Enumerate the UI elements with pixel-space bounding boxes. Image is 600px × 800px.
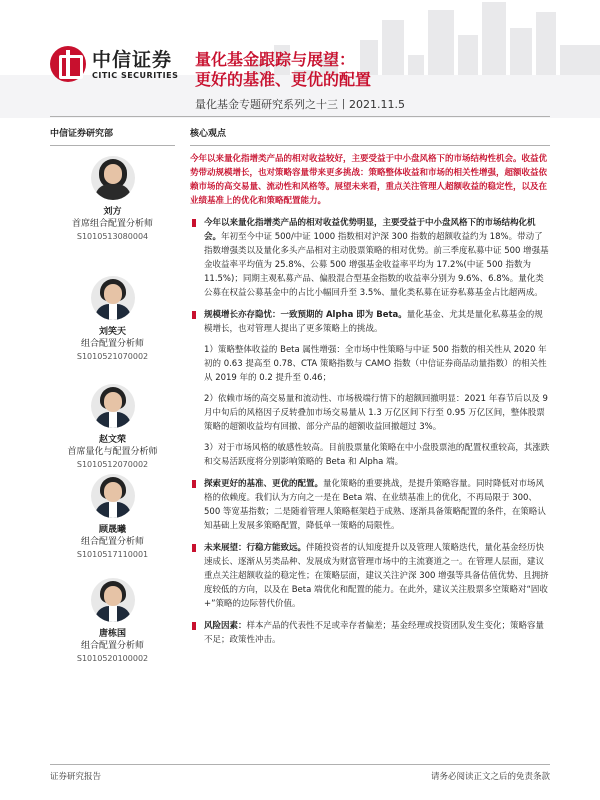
analyst-title: 组合配置分析师 [80, 537, 144, 547]
core-views-heading: 核心观点 [190, 126, 550, 146]
analyst-license-id: S1010517110001 [76, 550, 149, 559]
core-views-column [190, 126, 550, 647]
analyst-title: 首席量化与配置分析师 [67, 447, 158, 457]
analyst-license-id: S1010521070002 [76, 352, 149, 361]
sub-point: 3）对于市场风格的敏感性较高。目前股票量化策略在中小盘股票池的配置权重较高，其涨跌和交易活跃度将分别影响策略的 Beta 和 Alpha 端。 [204, 443, 550, 467]
key-point-lead: 风险因素： [204, 621, 247, 631]
report-title [195, 50, 371, 90]
key-point-text: 量化基金、尤其是量化私募基金的规模增长，也对管理人提出了更多策略上的挑战。 [204, 310, 543, 334]
analyst-name: 唐栋国 [98, 629, 126, 639]
brand-name-en: CITIC SECURITIES [92, 70, 179, 80]
analyst-photo [91, 384, 135, 428]
analyst-name: 顾晟曦 [98, 525, 126, 535]
footer-divider [50, 764, 550, 765]
brand-name-cn: 中信证券 [92, 48, 173, 71]
citic-logo [50, 46, 178, 82]
key-point-text: 年初至今中证 500/中证 1000 指数相对沪深 300 指数的超额收益约为 18%。带动了指数增强类以及量化多头产品相对主动股票策略的相对优势。前三季度私募中证 500 增强基金收益率平均值为 25.8%、公募 500 增强基金收益率平均为 17.2%(中证 500 指数为 11.5%)；同期主观私募产品、偏股混合型基金指数的收益率分别为 9.6%、6.8%。量化类公募在权益公募基金中的占比小幅回升至 3.5%、量化类私募在证券私募基金占比超两成。 [204, 232, 549, 298]
analyst-card [50, 156, 175, 241]
key-point-lead: 规模增长亦存隐忧：一致预期的 Alpha 即为 Beta。 [204, 310, 407, 320]
bullet-marker [192, 311, 196, 319]
sub-point: 2）依赖市场的高交易量和流动性、市场极端行情下的超额回撤明显：2021 年春节后以及 9 月中旬后的风格因子反转叠加市场交易量从 1.3 万亿区间下行至 0.95 万亿区间，整体股票策略的超额收益均有回撤、部分产品的超额收益回撤超过 3%。 [204, 394, 548, 432]
report-subtitle: 量化基金专题研究系列之十三丨2021.11.5 [195, 98, 405, 111]
analyst-license-id: S1010513080004 [76, 232, 149, 241]
analyst-card [50, 474, 175, 559]
key-point [190, 308, 550, 336]
analyst-title: 组合配置分析师 [80, 641, 144, 651]
bullet-marker [192, 480, 196, 488]
report-header [0, 0, 600, 118]
analyst-card [50, 384, 175, 469]
analyst-name: 赵文荣 [98, 435, 126, 445]
analyst-title: 首席组合配置分析师 [71, 219, 153, 229]
key-point-text: 伴随投资者的认知度提升以及管理人策略迭代，量化基金经历快速成长、逐渐从另类品种、发展成为财富管理市场中的主流赛道之一。在管理人层面，建议重点关注超额收益的稳定性；在策略层面，建议关注沪深 300 增强等具备估值优势、且拥挤度较低的方向，以及在 Beta 端优化和配置的能力。在此外，建议关注股票多空策略对“固收+”策略的边际替代价值。 [204, 543, 549, 609]
analyst-name: 刘方 [103, 207, 122, 217]
footer-disclaimer-note: 请务必阅读正文之后的免责条款 [430, 772, 550, 782]
title-line-2: 更好的基准、更优的配置 [195, 70, 372, 89]
key-point-lead: 未来展望：行稳方能致远。 [204, 543, 307, 553]
analyst-card [50, 276, 175, 361]
bullet-marker [192, 544, 196, 552]
key-point [190, 477, 550, 533]
sub-point: 1）策略整体收益的 Beta 属性增强：全市场中性策略与中证 500 指数的相关性从 2020 年初的 0.63 提高至 0.78、CTA 策略指数与 CAMO 指数（中信证券商品动量指数）的相关性从 2019 年的 0.2 提升至 0.46； [204, 345, 547, 383]
key-point [190, 541, 550, 611]
header-divider [50, 116, 550, 117]
key-point [190, 619, 550, 647]
key-point-text: 样本产品的代表性不足或幸存者偏差；基金经理或投资团队发生变化；策略容量不足；政策性冲击。 [204, 621, 545, 645]
core-summary: 今年以来量化指增类产品的相对收益较好，主要受益于中小盘风格下的市场结构性机会。收益优势带动规模增长，也对策略容量带来更多挑战：策略整体收益和市场的相关性增强，超额收益依赖市场的高交易量、流动性和风格等。展望未来看，重点关注管理人超额收益的稳定性，以及在业绩基准上的优化和策略配置能力。 [190, 154, 548, 206]
research-dept-heading: 中信证券研究部 [50, 126, 175, 146]
bullet-marker [192, 622, 196, 630]
analyst-license-id: S1010512070002 [76, 460, 149, 469]
title-line-1: 量化基金跟踪与展望： [195, 50, 356, 69]
analyst-photo [91, 578, 135, 622]
analyst-photo [91, 276, 135, 320]
footer-report-type: 证券研究报告 [50, 772, 102, 782]
analyst-card [50, 578, 175, 663]
analyst-license-id: S1010520100002 [76, 654, 149, 663]
analyst-photo [91, 474, 135, 518]
analyst-name: 刘笑天 [98, 327, 126, 337]
analyst-column [50, 126, 175, 663]
key-point-text: 量化策略的重要挑战，是提升策略容量。同时降低对市场风格的依赖度。我们认为方向之一是在 Beta 端、在业绩基准上的优化，不再局限于 300、500 等宽基指数；二是随着管理人策略框架趋于成熟、逐渐具备策略配置的条件，在策略认知基础上发展多策略配置，降低单一策略的局限性。 [204, 479, 546, 531]
key-point-lead: 探索更好的基准、更优的配置。 [204, 479, 324, 489]
key-point-lead: 今年以来量化指增类产品的相对收益优势明显，主要受益于中小盘风格下的市场结构化机会。 [204, 218, 536, 242]
key-point [190, 216, 550, 300]
analyst-photo [91, 156, 135, 200]
analyst-title: 组合配置分析师 [80, 339, 144, 349]
citic-emblem-icon [50, 46, 86, 82]
bullet-marker [192, 219, 196, 227]
